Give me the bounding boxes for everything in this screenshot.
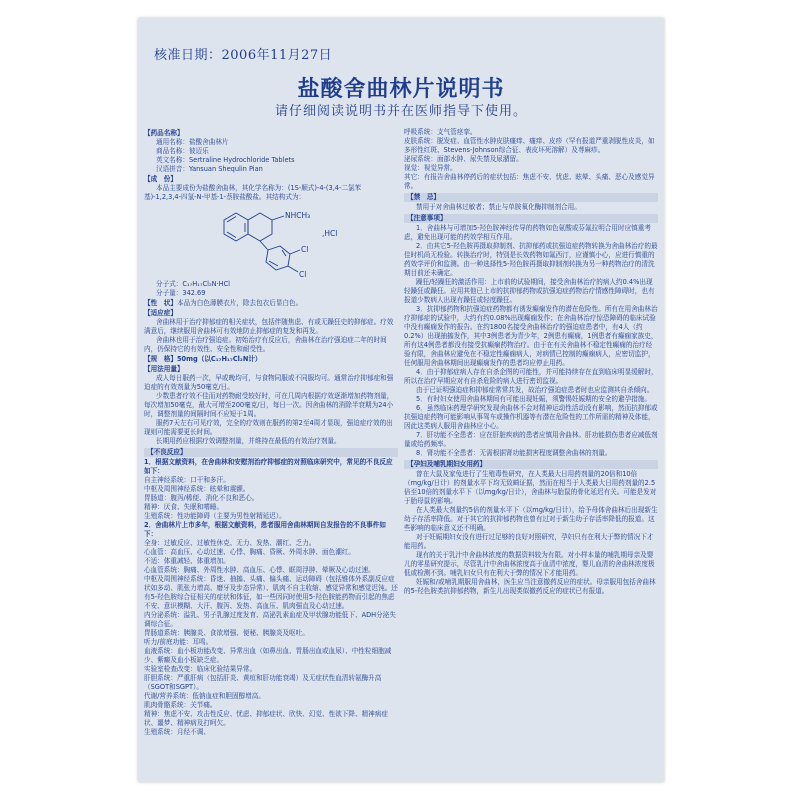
- adverse-item: 内分泌系统：溢乳、男子乳腺过度发育、高泌乳素血症及甲状腺功能低下、ADH分泌失调综合征。: [144, 611, 396, 628]
- approval-date: 核准日期：2006年11月27日: [154, 48, 333, 63]
- adverse-item: 听力/前庭功能：耳鸣。: [144, 638, 213, 646]
- adverse-item: 肝胆系统：严重肝病（包括肝炎、黄疸和肝功能衰竭）及无症状性血清转氨酶升高（SGOT和SGPT）。: [144, 674, 382, 691]
- composition-text: 本品主要成份为盐酸舍曲林，其化学名称为：(1S-顺式)-4-(3,4-二氯苯基)-1,2,3,4-四氢-N-甲基-1-萘胺盐酸盐。其结构式为：: [144, 184, 362, 201]
- molecular-weight: 分子量：342.69: [156, 289, 206, 297]
- page-subtitle: 请仔细阅读说明书并在医师指导下使用。: [274, 104, 527, 119]
- caution-text-4: 3．抗抑郁药物和抗强迫症药物都有诱发癫痫发作的潜在危险性。所有在用舍曲林治疗抑郁症的试验中，大约有约0.08%出现癫痫发作；在舍曲林治疗惊恐障碍的临床试验中没有癫痫发作的报告。在约1800名接受舍曲林治疗的强迫症患者中，有4人（约0.2%）出现抽搐发作，其中3例患者为青少年，2例患有癫痫，1例患者有癫痫家族史，所有这4例患者都没有接受抗癫痫药物治疗。由于在有关舍曲林不稳定性癫痫的治疗经验有限，舍曲林应避免在不稳定性癫痫病人，对病情已控制的癫痫病人，应密切监护，任何服用舍曲林期间出现癫痫发作的患者均应停止用药。: [404, 305, 658, 367]
- adverse-item: 皮肤系统：脱发症、血管性水肿皮肤瘙痒、瘙痒、皮疹（罕有报道严重剥脱性皮炎，如多形性红斑、Stevens-Johnson综合征、表皮坏死溶解）及荨麻疹。: [404, 137, 655, 154]
- adverse-item: 自主神经系统：口干和多汗。: [144, 476, 230, 484]
- adverse-item: 不适：体重减轻、体重增加。: [144, 557, 230, 565]
- page-title: 盐酸舍曲林片说明书: [297, 77, 505, 102]
- caution-text-2: 2．由其它5-羟色胺再摄取抑制剂、抗抑郁药或抗强迫症药物转换为舍曲林治疗的最佳时机尚无检验。转换治疗时，特别是长效药物如氟西汀，应谨慎小心，应进行慎重的药效学评价和监测。由一种选择性5-羟色胺再摄取抑制剂转换为另一种药物治疗的清洗期目前还未确定。: [404, 242, 658, 277]
- caution-text-3: 躁狂/轻躁狂的激活作用：上市前的试验期间，接受舍曲林治疗的病人约0.4%出现轻躁狂或躁狂。应用其他已上市的抗抑郁药物或抗强迫症药物治疗情感性障碍时，也有报道少数病人出现有躁狂或轻度躁狂。: [404, 278, 655, 304]
- usage-text-2: 少数患者疗效不佳而对药物耐受较好时，可在几周内根据疗效逐渐增加药物剂量，每次增加50毫克，最大可增至200毫克/日，每日一次。因舍曲林的消除半衰期为24小时，调整剂量的间隔时间不应短于1周。: [144, 392, 394, 418]
- adverse-item: 泌尿系统：面部水肿、尿失禁及尿潴留。: [404, 155, 523, 163]
- adverse-item: 胃肠道系统：胰腺炎、食欲增强、便秘、胰腺炎及呕吐。: [144, 629, 309, 637]
- section-indication: 【适应症】: [144, 309, 177, 317]
- molecular-formula: 分子式：C₁₇H₁₇Cl₂N·HCl: [156, 280, 231, 288]
- caution-text-8: 6．虽然临床药理学研究发现舍曲林不会对精神运动性活动没有影响，然而抗抑郁或抗强迫症药物可能影响从事驾车或操作机器等有潜在危险性的工作所需的精神及体能，因此这类病人服用舍曲林应小心。: [404, 404, 658, 430]
- adverse-item: 胃肠道：腹泻/稀便、消化不良和恶心。: [144, 494, 259, 502]
- adverse-intro-2: 2．舍曲林片上市多年，根据文献资料，患者服用舍曲林期间自发报告的不良事件如下：: [144, 521, 386, 538]
- section-contraindication: 【禁 忌】: [404, 193, 658, 202]
- adverse-item: 精神：焦虑不安、攻击性反应、忧虑、抑郁症状、欣快、幻觉、性欲下降、精神病症状、噩梦、精神病及打呵欠。: [144, 710, 388, 727]
- hcl-label: ,HCl: [322, 229, 338, 238]
- character-title: 【性 状】: [144, 299, 177, 307]
- caution-text-9: 7．肝功能不全患者：应在肝脏疾病的患者应慎用舍曲林。肝功能损伤患者应减低剂量或给药频率。: [404, 431, 658, 448]
- adverse-item: 心血管系统：胸痛、外周性水肿、高血压、心悸、眶周浮肿、晕厥及心动过速。: [144, 566, 375, 574]
- adverse-item: 精神：厌食、失眠和嗜睡。: [144, 503, 224, 511]
- section-caution: 【注意事项】: [404, 214, 658, 223]
- section-composition: 【成 份】: [144, 175, 177, 183]
- adverse-item: 中枢及周围神经系统：昏迷、抽搐、头痛、偏头痛、运动障碍（包括锥体外系副反应症状如多动、肌张力增高、磨牙及步态异常）、肌肉不自主收缩、感觉异常和感觉迟钝。还有5-羟色胺综合征相关的症状和体征，如一些因同时使用5-羟色胺能药物而引起的焦虑不安、意识模糊、大汗、腹泻、发热、高血压、肌肉强直及心动过速。: [144, 575, 398, 610]
- indication-text-1: 舍曲林用于治疗抑郁症的相关症状，包括伴随焦虑、有或无躁狂史的抑郁症。疗效满意后，继续服用舍曲林可有效地防止抑郁症的复发和再发。: [144, 318, 394, 335]
- right-column: [404, 128, 658, 778]
- indication-text-2: 舍曲林也用于治疗强迫症。初始治疗有反应后，舍曲林在治疗强迫症二年的时间内，仍保持它的有效性、安全性和耐受性。: [144, 336, 387, 353]
- caution-text-10: 8．肾功能不全患者：无需根据肾功能损害程度调整舍曲林的剂量。: [416, 449, 612, 457]
- leaflet-sheet: [138, 18, 664, 782]
- section-adverse: 【不良反应】: [144, 448, 398, 457]
- adverse-item: 中枢及周围神经系统：眩晕和震颤。: [144, 485, 250, 493]
- section-character: [144, 299, 398, 308]
- structural-formula: [144, 202, 398, 280]
- left-column: [144, 128, 398, 778]
- pregnancy-text-1: 曾在大鼠及家兔进行了生殖毒性研究，在人类最大日用药剂量的20倍和10倍（mg/kg/日计）的剂量水平下均无致畸证据，然而在相当于人类最大日用药剂量的2.5倍至10倍的剂量水平下（以mg/kg/日计），舍曲林与胎鼠的骨化延迟有关。可能是发对于胎母鼠的影响。: [404, 470, 657, 505]
- caution-text-1: 1．舍曲林与可增加5-羟色胺神经传导的药物如色氨酸或芬氟拉明合用时应慎重考虑，避免出现可能的药效学相互作用。: [404, 224, 651, 241]
- trade-name: 商品名称：彼迈乐: [156, 147, 209, 155]
- adverse-item: 实验室检查改变：临床化验结果异常。: [144, 665, 257, 673]
- dichlorophenyl-ring: [266, 246, 290, 270]
- cl-label-1: Cl: [301, 245, 309, 254]
- adverse-item: 生殖系统：性功能障碍（主要为男性射精延迟）。: [144, 512, 286, 520]
- generic-name: 通用名称：盐酸舍曲林片: [156, 138, 229, 146]
- section-spec: [144, 355, 398, 364]
- structure-diagram: [204, 204, 364, 280]
- section-drug-name: 【药品名称】: [144, 129, 184, 137]
- section-usage: 【用法用量】: [144, 365, 184, 373]
- nmch-label: NHCH₃: [285, 211, 311, 220]
- cyclohexane-ring: [248, 213, 272, 241]
- adverse-item: 心血管：高血压、心动过速、心悸、胸痛、昏厥、外周水肿、面色潮红。: [144, 548, 355, 556]
- adverse-item: 血液系统：血小板功能改变、异常出血（如鼻出血、胃肠出血或血尿）、中性粒细胞减少、紫癜及血小板缺乏症。: [144, 647, 392, 664]
- adverse-item: 全身：过敏反应、过敏性休克、无力、发热、潮红、乏力。: [144, 539, 316, 547]
- usage-text-1: 成人每日服药一次，早或晚均可，与食物同服或不同服均可。通常治疗抑郁症和强迫症的有效剂量为50毫克/日。: [144, 374, 394, 391]
- caution-text-7: 5．有时妇女使用舍曲林期间有可能出现妊娠，须警惕妊娠期的安全的避孕措施。: [416, 395, 651, 403]
- character-text: 本品为白色薄膜衣片，除去包衣后显白色。: [176, 299, 303, 307]
- spec-title: 【规 格】: [144, 355, 177, 363]
- pregnancy-text-3: 对于妊娠期妇女没有进行过足够的良好对照研究，孕妇只有在利大于弊的情况下才能用药。: [404, 533, 654, 550]
- english-name: 英文名称：Sertraline Hydrochloride Tablets: [156, 156, 295, 164]
- caution-text-6: 由于已证明强迫症和抑郁症常常共发，故治疗强迫症患者时也应监测其自杀倾向。: [416, 386, 654, 394]
- adverse-item: 视觉：视觉异常。: [404, 164, 457, 172]
- adverse-intro-1: 1．根据文献资料，在舍曲林和安慰剂治疗抑郁症的对照临床研究中，常见的不良反应如下：: [144, 458, 393, 475]
- contraindication-text: 禁用于对舍曲林过敏者；禁止与单胺氧化酶抑制剂合用。: [416, 203, 581, 211]
- section-pregnancy: 【孕妇及哺乳期妇女用药】: [404, 460, 658, 469]
- benzene-ring: [224, 213, 248, 241]
- spec-text: 50mg（以C₁₇H₁₇Cl₂N计）: [176, 355, 262, 363]
- pregnancy-text-5: 妊娠和/或哺乳期服用舍曲林，医生应当注意撤药反应的症状。母亲服用包括舍曲林的5-羟色胺类抗抑郁药物，新生儿出现类似撤药反应的症状已有报道。: [404, 578, 656, 595]
- usage-text-4: 长期用药应根据疗效调整剂量，并维持在最低的有效治疗剂量。: [156, 437, 341, 445]
- usage-text-3: 服药7天左右可见疗效，完全的疗效则在服药的第2至4周才显现，强迫症疗效的出现则可能需要更长时间。: [144, 419, 393, 436]
- adverse-item: 肌肉骨骼系统：关节痛。: [144, 701, 217, 709]
- adverse-item: 呼吸系统：支气管痉挛。: [404, 128, 477, 136]
- pregnancy-text-2: 在人类最大剂量约5倍的剂量水平下（以mg/kg/日计），给予母体舍曲林后出现新生幼子存活率降低。对于其它的抗抑郁药物也曾有过对于新生幼子存活率降低的报道。这些影响的临床意义还不明确。: [404, 506, 658, 532]
- caution-text-5: 4．由于抑郁症病人存在自杀企图的可能性，并可能持续存在直到临床明显缓解时，所以在治疗早期应对有自杀危险的病人进行密切监视。: [404, 368, 658, 385]
- adverse-item: 代谢/营养系统：低钠血症和胆固醇增高。: [144, 692, 265, 700]
- adverse-item: 生殖系统：月经不调、: [144, 728, 210, 736]
- cl-label-2: Cl: [299, 270, 307, 279]
- pinyin-name: 汉语拼音：Yansuan Shequlin Pian: [156, 165, 263, 173]
- pregnancy-text-4: 现有的关于乳汁中舍曲林浓度的数据资料较为有限。对小样本量的哺乳期母亲及婴儿的零星研究提示，尽管乳汁中舍曲林浓度高于血清中浓度，婴儿血清的舍曲林浓度极低或检测不到。哺乳妇女只有在利大于弊的情况下才能用药。: [404, 551, 655, 577]
- adverse-item: 其它：有报告舍曲林停药后的症状包括：焦虑不安、忧虑、眩晕、头痛、恶心及感觉异常。: [404, 173, 655, 190]
